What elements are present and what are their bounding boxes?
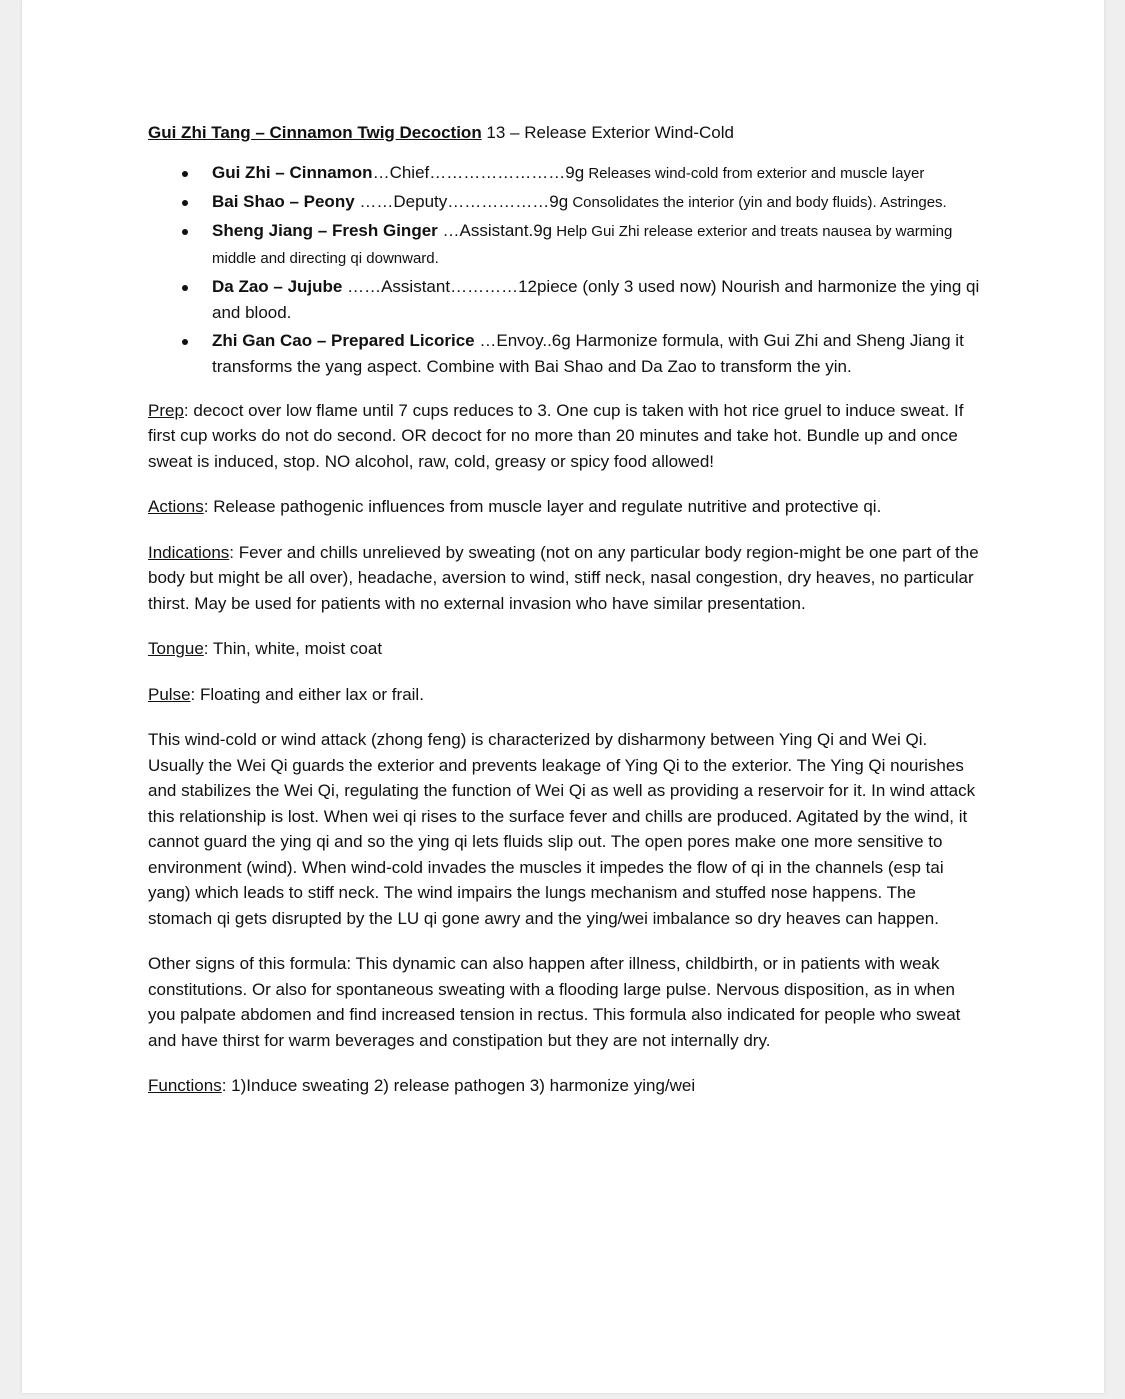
other-signs-paragraph: Other signs of this formula: This dynamic can also happen after illness, childbirth, or in patients with weak constitutions. Or also for spontaneous sweating with a flooding large pulse. Nervous disposition, as in when you palpate abdomen and find increased tension in rectus. This formula also indicated for people who sweat and have thirst for warm beverages and constipation but they are not internally dry. xyxy=(148,954,961,1050)
herb-role-dose: ……Assistant…………12piece xyxy=(342,276,578,296)
herb-name: Zhi Gan Cao – Prepared Licorice xyxy=(212,330,475,350)
actions-section xyxy=(148,494,980,520)
explanation-paragraph: This wind-cold or wind attack (zhong feng) is characterized by disharmony between Ying Qi and Wei Qi. Usually the Wei Qi guards the exterior and prevents leakage of Ying Qi to the exterior. The Ying Qi nourishes and stabilizes the Wei Qi, regulating the function of Wei Qi as well as providing a reservoir for it. In wind attack this relationship is lost. When wei qi rises to the surface fever and chills are produced. Agitated by the wind, it cannot guard the ying qi and so the ying qi lets fluids slip out. The open pores make one more sensitive to environment (wind). When wind-cold invades the muscles it impedes the flow of qi in the channels (esp tai yang) which leads to stiff neck. The wind impairs the lungs mechanism and stuffed nose happens. The stomach qi gets disrupted by the LU qi gone awry and the ying/wei imbalance so dry heaves can happen. xyxy=(148,730,976,928)
herb-item xyxy=(212,274,980,326)
herb-name: Da Zao – Jujube xyxy=(212,276,343,296)
section-text: : Fever and chills unrelieved by sweating (not on any particular body region-might be one part of the body but might be all over), headache, aversion to wind, stiff neck, nasal congestion, dry heaves, no particular thirst. May be used for patients with no external invasion who have similar presentation. xyxy=(148,542,979,613)
section-label: Prep xyxy=(148,400,184,420)
document-body xyxy=(148,120,980,1099)
title-category: 13 – Release Exterior Wind-Cold xyxy=(481,123,734,142)
section-text: : Floating and either lax or frail. xyxy=(190,684,424,704)
herb-name: Bai Shao – Peony xyxy=(212,191,355,211)
herb-description: Harmonize formula, with Gui Zhi and Sheng Jiang it transforms the yang aspect. Combine with Bai Shao and Da Zao to transform the yin. xyxy=(212,330,964,376)
pulse-section xyxy=(148,682,980,708)
herb-item xyxy=(212,189,980,216)
herb-item xyxy=(212,160,980,187)
herb-role-dose: …Envoy..6g xyxy=(474,330,571,350)
herb-list xyxy=(148,160,980,380)
herb-role-dose: ……Deputy………………9g xyxy=(354,191,569,211)
herb-description: (only 3 used now) Nourish and harmonize the ying qi and blood. xyxy=(212,276,980,322)
section-text: : decoct over low flame until 7 cups reduces to 3. One cup is taken with hot rice gruel to induce sweat. If first cup works do not do second. OR decoct for no more than 20 minutes and take hot. Bundle up and once sweat is induced, stop. NO alcohol, raw, cold, greasy or spicy food allowed! xyxy=(148,400,964,471)
herb-item xyxy=(212,328,980,380)
section-text: : 1)Induce sweating 2) release pathogen 3) harmonize ying/wei xyxy=(221,1076,696,1095)
section-text: : Thin, white, moist coat xyxy=(203,639,383,658)
herb-role-dose: …Chief……………………9g xyxy=(372,162,585,182)
document-page xyxy=(22,0,1104,1393)
section-text: : Release pathogenic influences from muscle layer and regulate nutritive and protective qi. xyxy=(203,497,882,516)
herb-item xyxy=(212,218,980,272)
section-label: Pulse xyxy=(148,684,191,704)
herb-role-dose: …Assistant.9g xyxy=(437,220,553,240)
section-label: Tongue xyxy=(148,639,204,658)
section-label: Indications xyxy=(148,542,230,562)
title-formula-name: Gui Zhi Tang – Cinnamon Twig Decoction xyxy=(148,123,482,142)
herb-description: Consolidates the interior (yin and body fluids). Astringes. xyxy=(568,193,947,211)
functions-section xyxy=(148,1073,980,1099)
document-title xyxy=(148,120,980,146)
herb-name: Gui Zhi – Cinnamon xyxy=(212,162,373,182)
tongue-section xyxy=(148,636,980,662)
herb-description: Help Gui Zhi release exterior and treats nausea by warming middle and directing qi downward. xyxy=(212,222,953,267)
indications-section xyxy=(148,540,980,617)
section-label: Actions xyxy=(148,497,204,516)
prep-section xyxy=(148,398,980,475)
herb-description: Releases wind-cold from exterior and muscle layer xyxy=(584,164,925,182)
section-label: Functions xyxy=(148,1076,222,1095)
herb-name: Sheng Jiang – Fresh Ginger xyxy=(212,220,438,240)
